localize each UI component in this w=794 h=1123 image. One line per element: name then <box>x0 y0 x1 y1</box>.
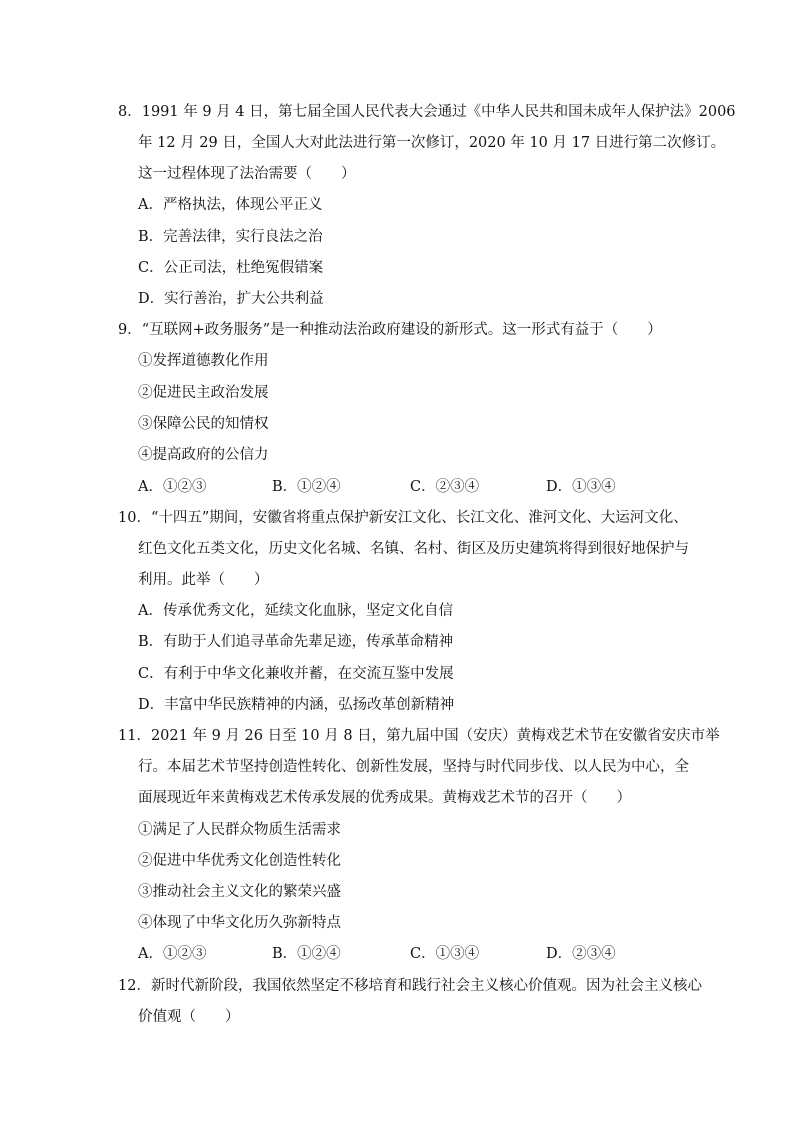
q9-statement-2: ②促进民主政治发展 <box>138 385 269 401</box>
q8-option-c: C．公正司法，杜绝冤假错案 <box>138 260 324 276</box>
q11-choice-c: C．①③④ <box>410 946 480 962</box>
q9-statement-1: ①发挥道德教化作用 <box>138 353 269 369</box>
q11-choices <box>138 944 698 964</box>
q10-option-d: D．丰富中华民族精神的内涵，弘扬改革创新精神 <box>138 697 455 713</box>
q11-stem-line-3: 面展现近年来黄梅戏艺术传承发展的优秀成果。黄梅戏艺术节的召开（ ） <box>138 790 631 806</box>
q8-stem-line-3: 这一过程体现了法治需要（ ） <box>138 166 356 182</box>
q9-choice-c: C．②③④ <box>410 479 480 495</box>
q10-stem-line-1: 10．“十四五”期间，安徽省将重点保护新安江文化、长江文化、淮河文化、大运河文化、 <box>118 510 688 526</box>
q8-stem-line-2: 年 12 月 29 日，全国人大对此法进行第一次修订，2020 年 10 月 17 日进行第二次修订。 <box>138 135 726 151</box>
q11-statement-3: ③推动社会主义文化的繁荣兴盛 <box>138 884 341 900</box>
q9-stem-line-1: 9．“互联网+政务服务”是一种推动法治政府建设的新形式。这一形式有益于（ ） <box>118 322 662 338</box>
q11-choice-a: A．①②③ <box>138 946 207 962</box>
q10-stem-line-3: 利用。此举（ ） <box>138 572 269 588</box>
q9-choice-a: A．①②③ <box>138 479 207 495</box>
q10-stem-line-2: 红色文化五类文化，历史文化名城、名镇、名村、街区及历史建筑将得到很好地保护与 <box>138 541 689 557</box>
q11-choice-d: D．②③④ <box>546 946 616 962</box>
q12-stem-line-2: 价值观（ ） <box>138 1009 240 1025</box>
q11-statement-4: ④体现了中华文化历久弥新特点 <box>138 915 341 931</box>
q9-statement-4: ④提高政府的公信力 <box>138 447 269 463</box>
q9-choice-b: B．①②④ <box>272 479 341 495</box>
q12-stem-line-1: 12．新时代新阶段，我国依然坚定不移培育和践行社会主义核心价值观。因为社会主义核心 <box>118 978 702 994</box>
q10-option-c: C．有利于中华文化兼收并蓄，在交流互鉴中发展 <box>138 666 454 682</box>
q8-stem-line-1: 8．1991 年 9 月 4 日，第七届全国人民代表大会通过《中华人民共和国未成年人保护法》2006 <box>118 104 736 120</box>
q8-option-a: A．严格执法，体现公平正义 <box>138 197 323 213</box>
q8-option-b: B．完善法律，实行良法之治 <box>138 229 323 245</box>
q10-option-a: A．传承优秀文化，延续文化血脉，坚定文化自信 <box>138 603 453 619</box>
q11-choice-b: B．①②④ <box>272 946 341 962</box>
q10-option-b: B．有助于人们追寻革命先辈足迹，传承革命精神 <box>138 634 454 650</box>
q9-statement-3: ③保障公民的知情权 <box>138 416 269 432</box>
q11-stem-line-2: 行。本届艺术节坚持创造性转化、创新性发展，坚持与时代同步伐、以人民为中心，全 <box>138 759 689 775</box>
q9-choice-d: D．①③④ <box>546 479 616 495</box>
q8-option-d: D．实行善治，扩大公共利益 <box>138 291 324 307</box>
q11-stem-line-1: 11．2021 年 9 月 26 日至 10 月 8 日，第九届中国（安庆）黄梅戏艺术节在安徽省安庆市举 <box>118 728 720 744</box>
q11-statement-2: ②促进中华优秀文化创造性转化 <box>138 853 341 869</box>
q9-choices <box>138 477 698 497</box>
q11-statement-1: ①满足了人民群众物质生活需求 <box>138 822 341 838</box>
